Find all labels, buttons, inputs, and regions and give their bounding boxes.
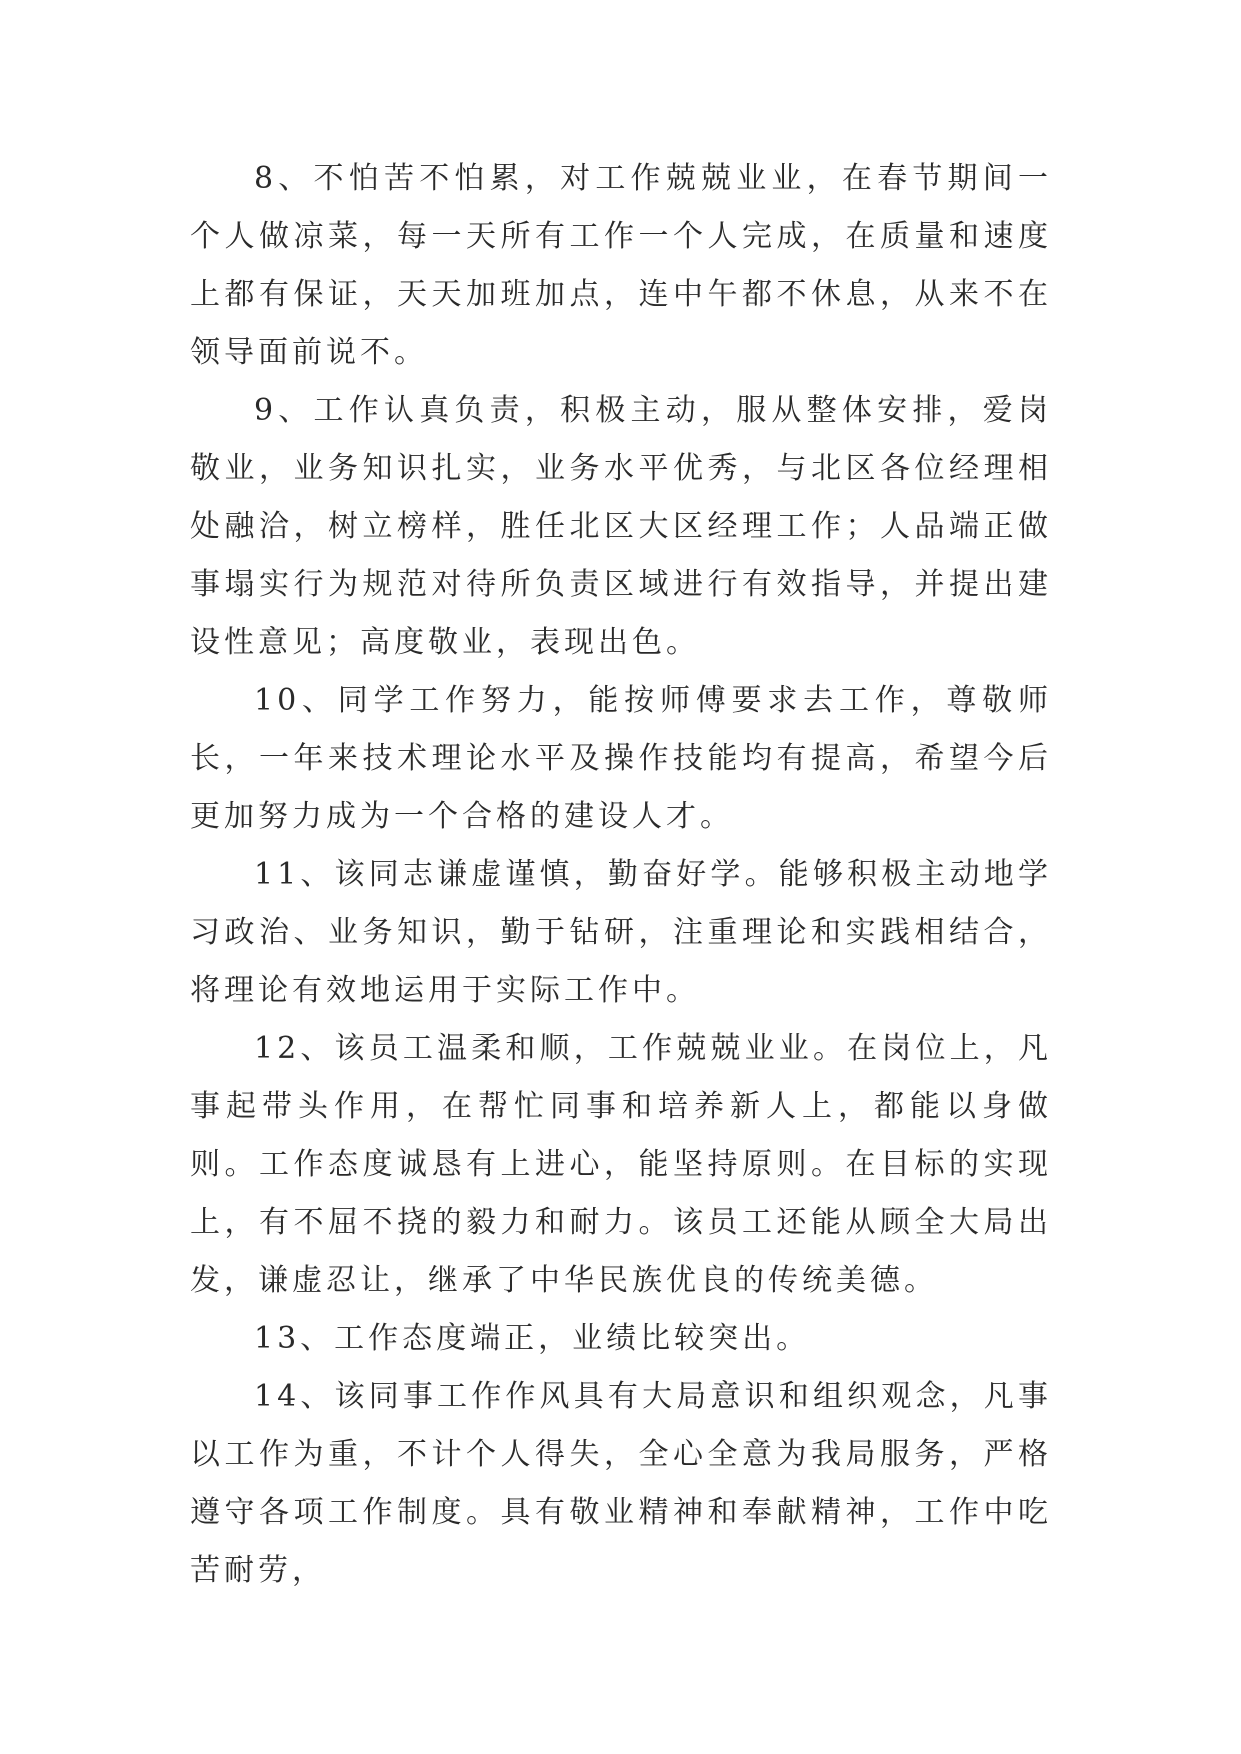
paragraph-14: 14、该同事工作作风具有大局意识和组织观念，凡事以工作为重，不计个人得失，全心全意为我局服务，严格遵守各项工作制度。具有敬业精神和奉献精神，工作中吃苦耐劳，: [190, 1379, 1052, 1588]
paragraph-13: 13、工作态度端正，业绩比较突出。: [254, 1321, 811, 1356]
paragraph-8: 8、不怕苦不怕累，对工作兢兢业业，在春节期间一个人做凉菜，每一天所有工作一个人完成，在质量和速度上都有保证，天天加班加点，连中午都不休息，从来不在领导面前说不。: [190, 161, 1052, 370]
paragraph-12: 12、该员工温柔和顺，工作兢兢业业。在岗位上，凡事起带头作用，在帮忙同事和培养新人上，都能以身做则。工作态度诚恳有上进心，能坚持原则。在目标的实现上，有不屈不挠的毅力和耐力。该员工还能从顾全大局出发，谦虚忍让，继承了中华民族优良的传统美德。: [190, 1031, 1052, 1298]
document-body: [190, 150, 1052, 1600]
paragraph-11: 11、该同志谦虚谨慎，勤奋好学。能够积极主动地学习政治、业务知识，勤于钻研，注重理论和实践相结合，将理论有效地运用于实际工作中。: [190, 857, 1052, 1008]
paragraph-9: 9、工作认真负责，积极主动，服从整体安排，爱岗敬业，业务知识扎实，业务水平优秀，与北区各位经理相处融洽，树立榜样，胜任北区大区经理工作；人品端正做事塌实行为规范对待所负责区域进行有效指导，并提出建设性意见；高度敬业，表现出色。: [190, 393, 1052, 660]
paragraph-10: 10、同学工作努力，能按师傅要求去工作，尊敬师长，一年来技术理论水平及操作技能均有提高，希望今后更加努力成为一个合格的建设人才。: [190, 683, 1052, 834]
